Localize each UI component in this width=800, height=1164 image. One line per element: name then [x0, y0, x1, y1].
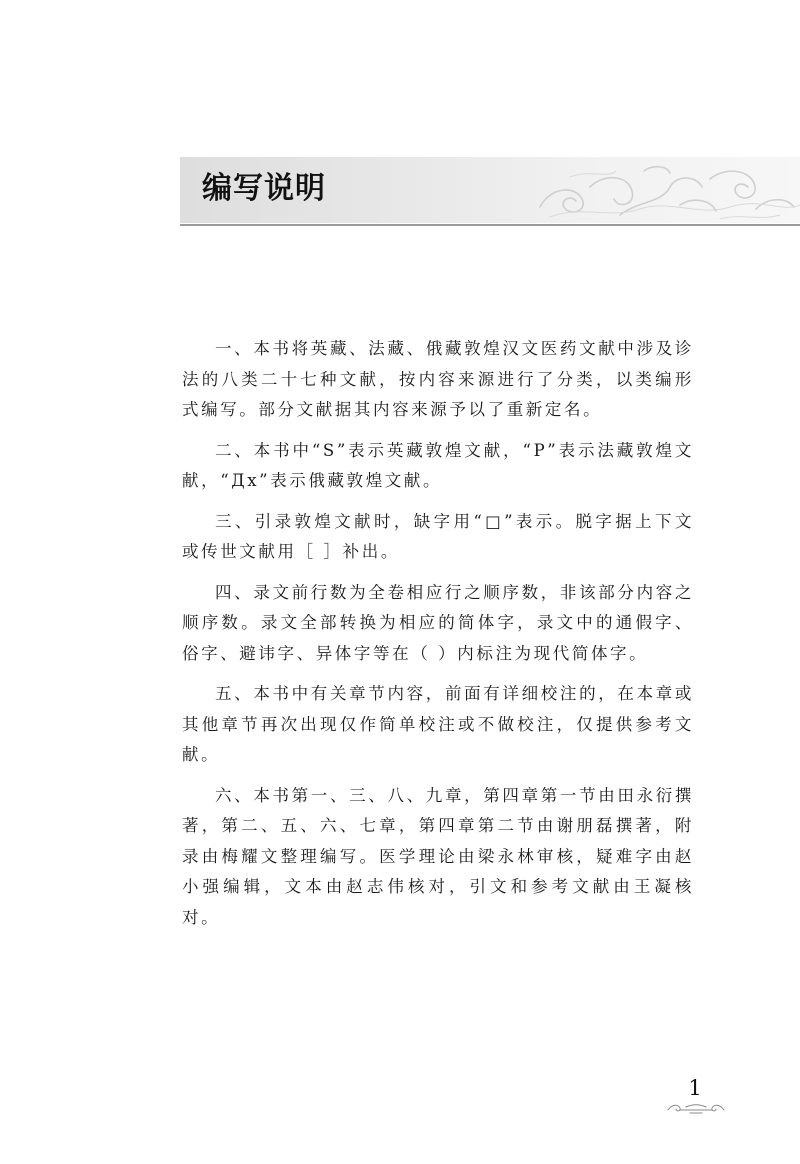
page-title: 编写说明 — [202, 171, 326, 206]
paragraph: 五、本书中有关章节内容，前面有详细校注的，在本章或其他章节再次出现仅作简单校注或不做校注，仅提供参考文献。 — [182, 684, 694, 764]
page-number: 1 — [688, 1076, 702, 1100]
scroll-ornament-icon — [666, 1102, 726, 1114]
paragraph: 三、引录敦煌文献时，缺字用“□”表示。脱字据上下文或传世文献用［ ］补出。 — [182, 511, 694, 561]
header-divider — [180, 224, 800, 226]
chapter-header-band — [180, 157, 800, 223]
paragraph: 一、本书将英藏、法藏、俄藏敦煌汉文医药文献中涉及诊法的八类二十七种文献，按内容来源进行了分类，以类编形式编写。部分文献据其内容来源予以了重新定名。 — [182, 339, 694, 419]
paragraph: 六、本书第一、三、八、九章，第四章第一节由田永衍撰著，第二、五、六、七章，第四章第二节由谢朋磊撰著，附录由梅耀文整理编写。医学理论由梁永林审核，疑难字由赵小强编辑，文本由赵志伟核对，引文和参考文献由王凝核对。 — [182, 785, 694, 927]
paragraph: 二、本书中“S”表示英藏敦煌文献，“P”表示法藏敦煌文献，“Дx”表示俄藏敦煌文献。 — [182, 440, 694, 490]
page-folio — [650, 1076, 740, 1116]
instructions-body — [182, 334, 694, 943]
cloud-dragon-ornament-icon — [520, 157, 800, 223]
paragraph: 四、录文前行数为全卷相应行之顺序数，非该部分内容之顺序数。录文全部转换为相应的简体字，录文中的通假字、俗字、避讳字、异体字等在（ ）内标注为现代简体字。 — [182, 582, 694, 663]
